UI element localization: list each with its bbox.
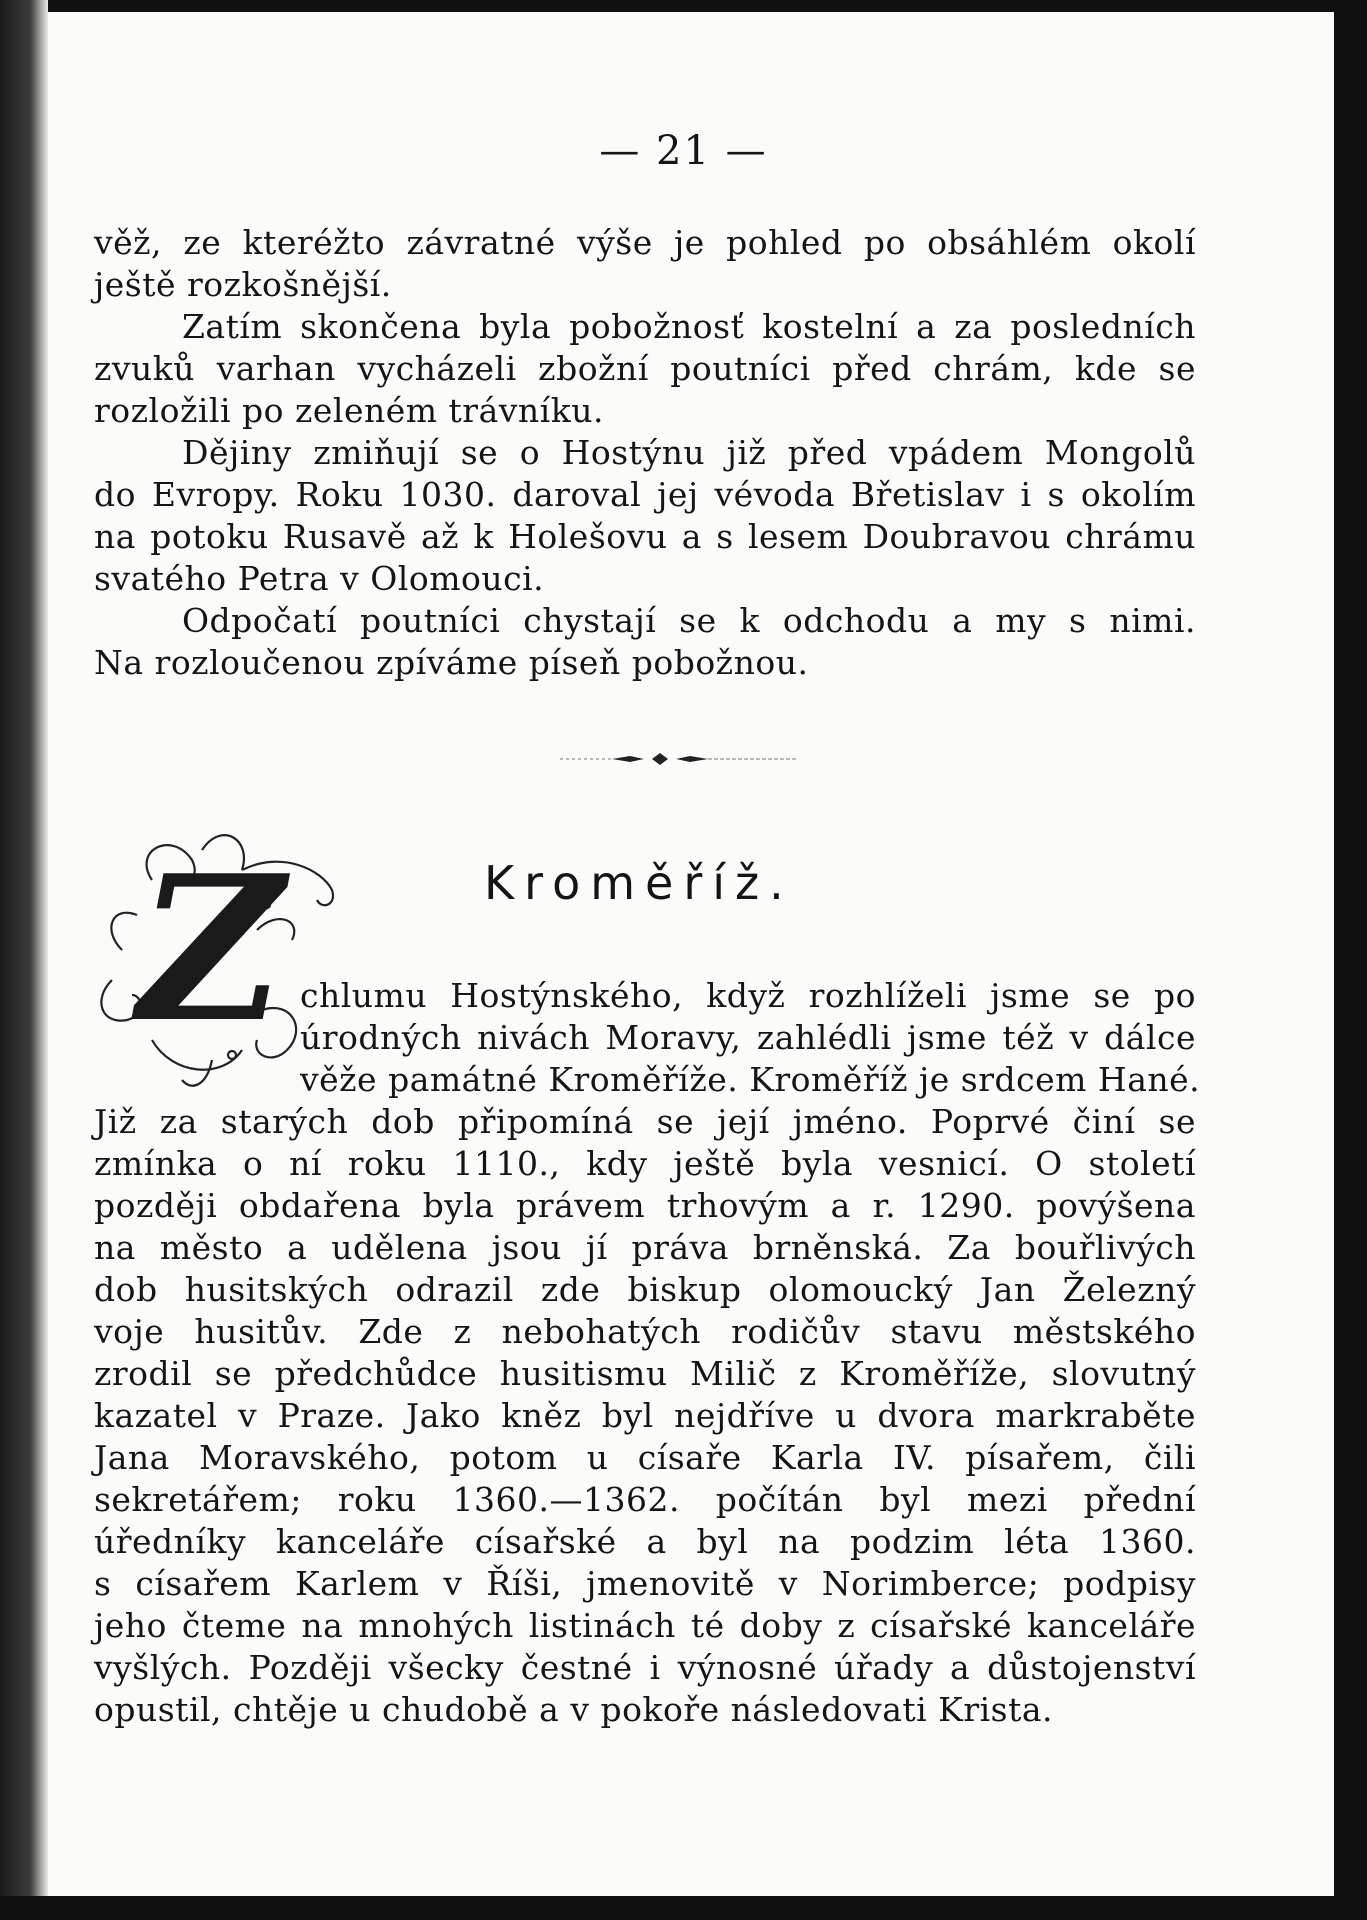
page-number: — 21 — [599,128,768,174]
section-ornament [560,752,796,766]
text-line: s císařem Karlem v Říši, jmenovitě v Norimberce; podpisy [94,1564,1196,1603]
text-line: úrodných nivách Moravy, zahlédli jsme též v dálce [300,1018,1196,1057]
text-line: na potoku Rusavě až k Holešovu a s lesem Doubravou chrámu [94,517,1196,556]
text-line: Zatím skončena byla pobožnosť kostelní a za posledních [182,307,1196,346]
text-line: ještě rozkošnější. [94,265,392,304]
text-line: sekretářem; roku 1360.—1362. počítán byl mezi přední [94,1480,1196,1519]
text-line: dob husitských odrazil zde biskup olomoucký Jan Železný [94,1270,1196,1309]
text-line: jeho čteme na mnohých listinách té doby z císařské kanceláře [94,1606,1196,1645]
text-line: Na rozloučenou zpíváme píseň pobožnou. [94,643,809,682]
text-line: vyšlých. Později všecky čestné i výnosné úřady a důstojenství [94,1648,1196,1687]
text-line: zmínka o ní roku 1110., kdy ještě byla vesnicí. O století [94,1144,1196,1183]
text-line: kazatel v Praze. Jako kněz byl nejdříve u dvora markraběte [94,1396,1196,1435]
drop-cap: Z [138,832,284,1067]
intro-paragraphs [94,222,1196,684]
body-paragraph [94,1101,1196,1731]
text-line: úředníky kanceláře císařské a byl na podzim léta 1360. [94,1522,1196,1561]
text-line: později obdařena byla právem trhovým a r. 1290. povýšena [94,1186,1196,1225]
text-line: na město a udělena jsou jí práva brněnská. Za bouřlivých [94,1228,1196,1267]
text-line: zrodil se předchůdce husitismu Milič z Kroměříže, slovutný [94,1354,1196,1393]
section-title: Kroměříž. [484,856,794,910]
text-line: do Evropy. Roku 1030. daroval jej vévoda Břetislav i s okolím [94,475,1196,514]
page-edge-bottom [0,1896,1367,1920]
text-line: Již za starých dob připomíná se její jméno. Poprvé činí se [94,1102,1196,1141]
text-line: věž, ze kteréžto závratné výše je pohled po obsáhlém okolí [94,223,1196,262]
text-line: chlumu Hostýnského, když rozhlíželi jsme se po [300,976,1196,1015]
text-line: Dějiny zmiňují se o Hostýnu již před vpádem Mongolů [182,433,1196,472]
page-edge-right [1334,0,1367,1920]
initial-paragraph-lines [300,975,1201,1101]
text-line: Odpočatí poutníci chystají se k odchodu a my s nimi. [182,601,1196,640]
text-line: svatého Petra v Olomouci. [94,559,545,598]
text-line: voje husitův. Zde z nebohatých rodičův stavu městského [94,1312,1196,1351]
text-line: věže památné Kroměříže. Kroměříž je srdcem Hané. [300,1060,1201,1099]
text-line: opustil, chtěje u chudobě a v pokoře následovati Krista. [94,1690,1054,1729]
text-line: zvuků varhan vycházeli zbožní poutníci před chrám, kde se [94,349,1196,388]
text-line: Jana Moravského, potom u císaře Karla IV. písařem, čili [94,1438,1196,1477]
binding-shadow [0,0,48,1920]
text-line: rozložili po zeleném trávníku. [94,391,604,430]
